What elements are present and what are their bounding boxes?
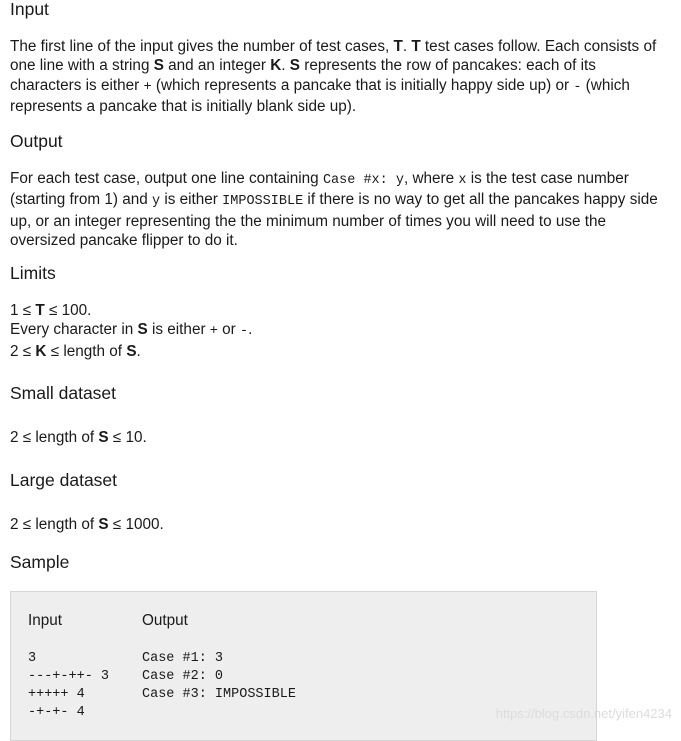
- sample-output-label: Output: [142, 612, 188, 629]
- small-dataset-heading: Small dataset: [10, 383, 117, 403]
- output-heading: Output: [10, 131, 63, 151]
- sample-heading: Sample: [10, 552, 70, 572]
- sample-input-lines: 3 ---+-++- 3 +++++ 4 -+-+- 4: [28, 651, 110, 720]
- output-description: For each test case, output one line containing Case #x: y, where x is the test case number (starting from 1) and y is either IMPOSSIBLE if there is no way to get all the pancakes happy side up, or an integer representing the the minimum number of times you will need to use the oversized pancake flipper to do it.: [10, 170, 658, 249]
- small-dataset-limit: 2 ≤ length of S ≤ 10.: [10, 429, 147, 446]
- input-heading: Input: [10, 0, 49, 19]
- watermark: https://blog.csdn.net/yifen4234: [495, 706, 672, 721]
- sample-input-label: Input: [28, 612, 63, 629]
- large-dataset-heading: Large dataset: [10, 470, 118, 490]
- limits-heading: Limits: [10, 263, 56, 283]
- limits-list: 1 ≤ T ≤ 100. Every character in S is either + or -. 2 ≤ K ≤ length of S.: [10, 302, 253, 360]
- input-description: The first line of the input gives the number of test cases, T. T test cases follow. Each consists of one line with a string S and an integer K. S represents the row of pancakes: each of its characters is either + (which represents a pancake that is initially happy side up) or - (which represents a pancake that is initially blank side up).: [10, 38, 657, 115]
- sample-output-lines: Case #1: 3 Case #2: 0 Case #3: IMPOSSIBLE: [142, 651, 296, 702]
- large-dataset-limit: 2 ≤ length of S ≤ 1000.: [10, 516, 164, 533]
